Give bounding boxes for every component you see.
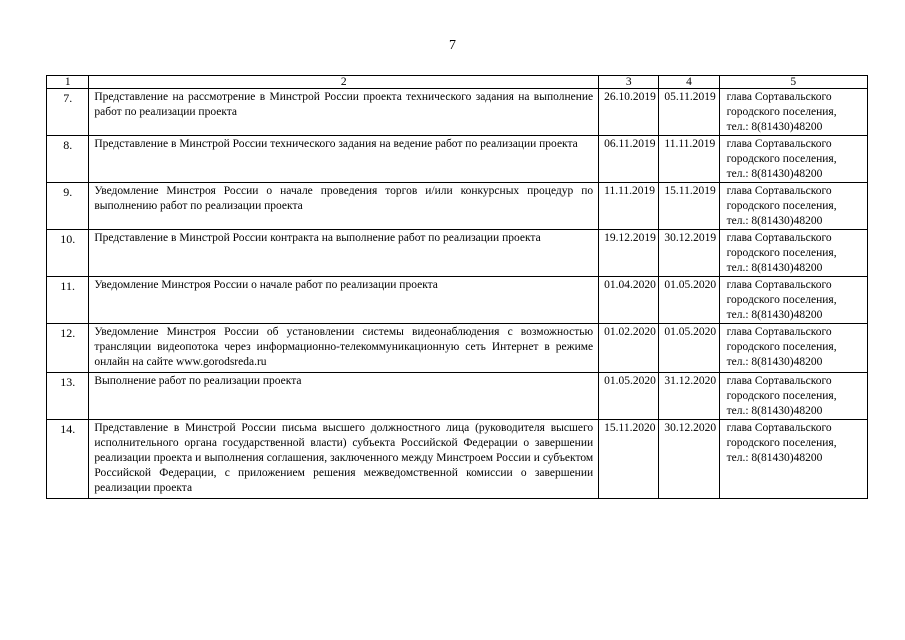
row-description: Уведомление Минстроя России об установлении системы видеонаблюдения с возможностью трансляции видеопотока через информационно-телекоммуникационную сеть Интернет в режиме онлайн на сайте www.gorodsreda.ru: [89, 324, 599, 373]
row-responsible: [719, 230, 867, 277]
responsible-org: городского поселения,: [726, 437, 837, 449]
responsible-title: глава Сортавальского: [726, 375, 832, 387]
responsible-org: городского поселения,: [726, 294, 837, 306]
responsible-title: глава Сортавальского: [726, 232, 832, 244]
responsible-org: городского поселения,: [726, 247, 837, 259]
row-start-date: 01.04.2020: [599, 277, 659, 324]
table-row: [47, 277, 868, 324]
row-responsible: [719, 324, 867, 373]
responsible-org: городского поселения,: [726, 390, 837, 402]
row-number: 13.: [47, 373, 89, 420]
row-number: 9.: [47, 183, 89, 230]
row-end-date: 01.05.2020: [659, 277, 719, 324]
row-description: Выполнение работ по реализации проекта: [89, 373, 599, 420]
responsible-org: городского поселения,: [726, 106, 837, 118]
table-row: [47, 324, 868, 373]
table-row: [47, 136, 868, 183]
row-responsible: [719, 136, 867, 183]
row-description: Представление в Минстрой России письма высшего должностного лица (руководителя высшего исполнительного органа государственной власти) субъекта Российской Федерации о завершении реализации проекта и выполнения соглашения, заключенного между Минстроем России и субъектом Российской Федерации, с приложением решения межведомственной комиссии о завершении реализации проекта: [89, 420, 599, 499]
row-responsible: [719, 183, 867, 230]
responsible-org: городского поселения,: [726, 200, 837, 212]
responsible-phone: тел.: 8(81430)48200: [726, 452, 823, 464]
row-number: 12.: [47, 324, 89, 373]
row-number: 8.: [47, 136, 89, 183]
row-responsible: [719, 89, 867, 136]
row-description: Уведомление Минстроя России о начале работ по реализации проекта: [89, 277, 599, 324]
row-start-date: 26.10.2019: [599, 89, 659, 136]
row-start-date: 01.05.2020: [599, 373, 659, 420]
row-number: 14.: [47, 420, 89, 499]
row-number: 7.: [47, 89, 89, 136]
row-start-date: 01.02.2020: [599, 324, 659, 373]
row-start-date: 15.11.2020: [599, 420, 659, 499]
row-end-date: 01.05.2020: [659, 324, 719, 373]
responsible-phone: тел.: 8(81430)48200: [726, 168, 823, 180]
header-row: [47, 76, 868, 89]
responsible-phone: тел.: 8(81430)48200: [726, 309, 823, 321]
table-row: [47, 89, 868, 136]
row-end-date: 05.11.2019: [659, 89, 719, 136]
responsible-title: глава Сортавальского: [726, 279, 832, 291]
row-end-date: 30.12.2019: [659, 230, 719, 277]
header-col-4: 4: [659, 76, 719, 89]
responsible-phone: тел.: 8(81430)48200: [726, 356, 823, 368]
row-responsible: [719, 277, 867, 324]
responsible-phone: тел.: 8(81430)48200: [726, 215, 823, 227]
header-col-1: 1: [47, 76, 89, 89]
table-row: [47, 183, 868, 230]
row-start-date: 11.11.2019: [599, 183, 659, 230]
responsible-title: глава Сортавальского: [726, 326, 832, 338]
row-end-date: 30.12.2020: [659, 420, 719, 499]
row-number: 11.: [47, 277, 89, 324]
row-start-date: 06.11.2019: [599, 136, 659, 183]
responsible-title: глава Сортавальского: [726, 185, 832, 197]
row-end-date: 11.11.2019: [659, 136, 719, 183]
responsible-org: городского поселения,: [726, 153, 837, 165]
table-row: [47, 230, 868, 277]
row-start-date: 19.12.2019: [599, 230, 659, 277]
responsible-title: глава Сортавальского: [726, 422, 832, 434]
row-end-date: 31.12.2020: [659, 373, 719, 420]
row-description: Представление в Минстрой России контракта на выполнение работ по реализации проекта: [89, 230, 599, 277]
responsible-title: глава Сортавальского: [726, 91, 832, 103]
row-description: Уведомление Минстроя России о начале проведения торгов и/или конкурсных процедур по выполнению работ по реализации проекта: [89, 183, 599, 230]
responsible-phone: тел.: 8(81430)48200: [726, 405, 823, 417]
header-col-2: 2: [89, 76, 599, 89]
responsible-org: городского поселения,: [726, 341, 837, 353]
responsible-title: глава Сортавальского: [726, 138, 832, 150]
table-row: [47, 420, 868, 499]
row-number: 10.: [47, 230, 89, 277]
responsible-phone: тел.: 8(81430)48200: [726, 262, 823, 274]
header-col-3: 3: [599, 76, 659, 89]
page-number: 7: [449, 38, 456, 53]
row-description: Представление на рассмотрение в Минстрой России проекта технического задания на выполнение работ по реализации проекта: [89, 89, 599, 136]
row-end-date: 15.11.2019: [659, 183, 719, 230]
schedule-table: [46, 75, 868, 499]
row-responsible: [719, 420, 867, 499]
responsible-phone: тел.: 8(81430)48200: [726, 121, 823, 133]
header-col-5: 5: [719, 76, 867, 89]
row-responsible: [719, 373, 867, 420]
row-description: Представление в Минстрой России технического задания на ведение работ по реализации проекта: [89, 136, 599, 183]
table-row: [47, 373, 868, 420]
